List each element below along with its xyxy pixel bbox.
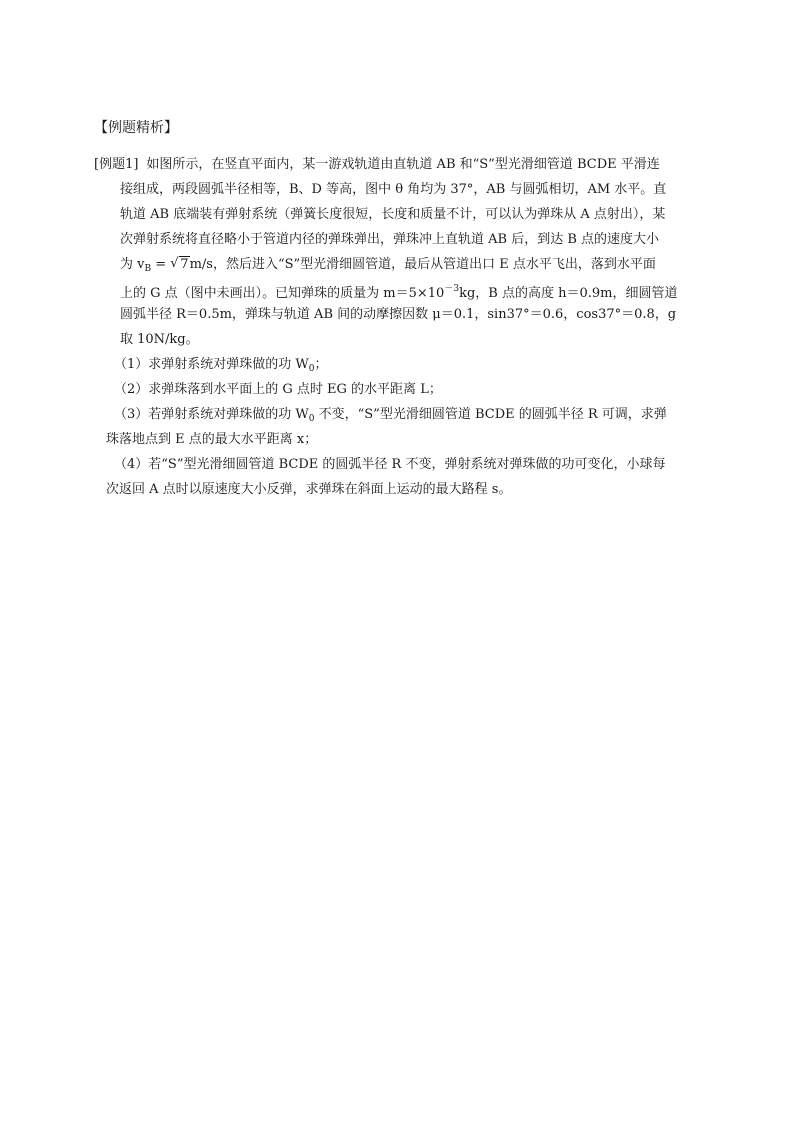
mass-exponent: －3 (444, 284, 460, 294)
question-1-subscript: 0 (308, 364, 315, 374)
problem-text-8: 取 10N/kg。 (120, 332, 199, 347)
question-4-line-1 (94, 452, 700, 477)
question-3-text-2: 珠落地点到 E 点的最大水平距离 x； (106, 432, 318, 447)
problem-line-7 (94, 302, 700, 327)
example-label: [例题1] (94, 157, 139, 172)
mass-prefix: 上的 G 点（图中未画出）。已知弹珠的质量为 m＝5×10 (120, 286, 445, 301)
question-1 (94, 352, 700, 377)
problem-line-8 (94, 327, 700, 352)
problem-text-1: 如图所示，在竖直平面内，某一游戏轨道由直轨道 AB 和“S”型光滑细管道 BCDE 平滑连 (146, 157, 660, 172)
problem-line-2 (94, 177, 700, 202)
section-heading: 【例题精析】 (94, 120, 178, 136)
sqrt-radicand: 7 (180, 257, 189, 272)
question-3-rest: 不变，“S”型光滑细圆管道 BCDE 的圆弧半径 R 可调，求弹 (314, 407, 667, 422)
question-3-line-1 (94, 402, 700, 427)
problem-line-5 (94, 252, 700, 277)
problem-line-4 (94, 227, 700, 252)
problem-line-3 (94, 202, 700, 227)
question-4-line-2 (94, 477, 700, 502)
problem-text-7: 圆弧半径 R＝0.5m，弹珠与轨道 AB 间的动摩擦因数 μ＝0.1，sin37°＝0.6，cos37°＝0.8，g (120, 307, 677, 322)
question-4-text-2: 次返回 A 点时以原速度大小反弹，求弹珠在斜面上运动的最大路程 s。 (106, 482, 512, 497)
question-2-text: （2）求弹珠落到水平面上的 G 点时 EG 的水平距离 L； (114, 382, 442, 397)
problem-line-1 (94, 152, 700, 177)
velocity-prefix: 为 v (120, 257, 145, 272)
problem-text-6: kg，B 点的高度 h＝0.9m，细圆管道 (459, 286, 678, 301)
velocity-equals: = (151, 257, 171, 272)
question-1-text: （1）求弹射系统对弹珠做的功 W (114, 357, 309, 372)
problem-text-5: m/s，然后进入“S”型光滑细圆管道，最后从管道出口 E 点水平飞出，落到水平面 (189, 257, 656, 272)
question-3-prefix: （3）若弹射系统对弹珠做的功 W (114, 407, 309, 422)
problem-text-4: 次弹射系统将直径略小于管道内径的弹珠弹出，弹珠冲上直轨道 AB 后，到达 B 点的速度大小 (120, 232, 660, 247)
question-1-end: ； (314, 357, 328, 372)
example-problem (94, 152, 700, 502)
question-3-subscript: 0 (308, 414, 315, 424)
question-2 (94, 377, 700, 402)
problem-text-3: 轨道 AB 底端装有弹射系统（弹簧长度很短，长度和质量不计，可以认为弹珠从 A 点射出），某 (120, 207, 666, 222)
question-4-text-1: （4）若“S”型光滑细圆管道 BCDE 的圆弧半径 R 不变，弹射系统对弹珠做的功可变化，小球每 (114, 457, 666, 472)
sqrt-symbol (170, 252, 189, 277)
problem-line-6 (94, 277, 700, 302)
velocity-subscript: B (144, 264, 152, 274)
question-3-line-2 (94, 427, 700, 452)
problem-text-2: 接组成，两段圆弧半径相等，B、D 等高，图中 θ 角均为 37°，AB 与圆弧相切，AM 水平。直 (120, 182, 667, 197)
